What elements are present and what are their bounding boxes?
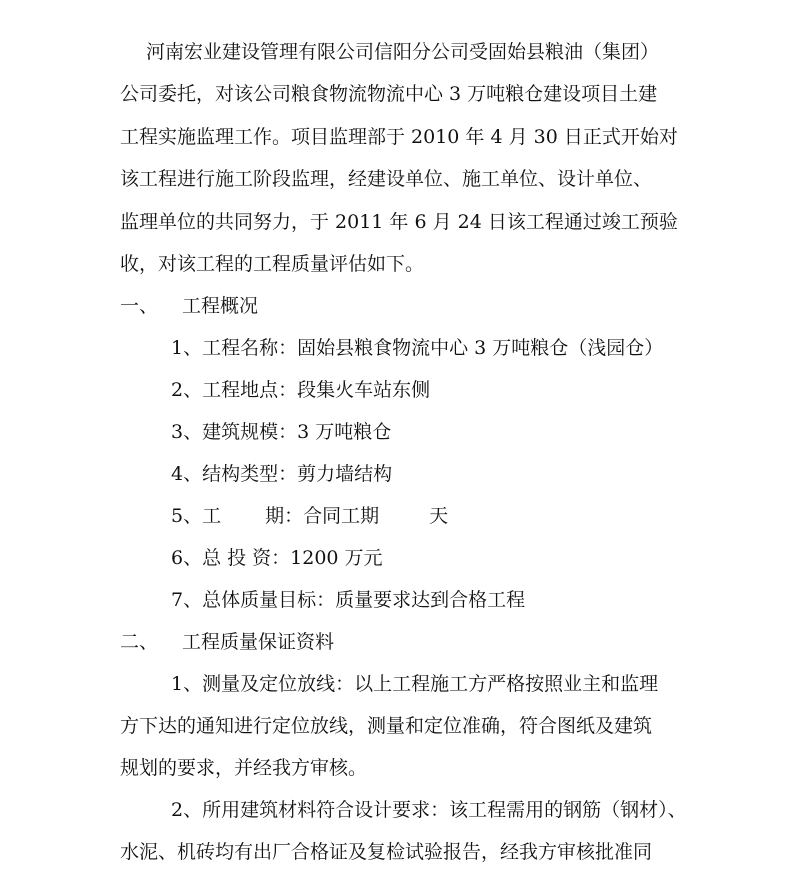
intro-line-6: 收，对该工程的工程质量评估如下。: [120, 253, 425, 275]
section-2-title: 工程质量保证资料: [182, 631, 335, 653]
section-1-title: 工程概况: [182, 295, 259, 317]
construction-period-item: [171, 504, 448, 528]
section-2-number: 二、: [120, 631, 159, 653]
survey-para-line-1: 1、测量及定位放线：以上工程施工方严格按照业主和监理: [171, 673, 659, 695]
section-1-number: 一、: [120, 295, 159, 317]
total-investment-item: 6、总 投 资：1200 万元: [171, 547, 383, 569]
period-mid: 期：合同工期: [265, 505, 380, 527]
survey-para-line-3: 规划的要求，并经我方审核。: [120, 757, 368, 779]
period-suffix: 天: [429, 505, 449, 527]
quality-target-item: 7、总体质量目标：质量要求达到合格工程: [171, 589, 526, 611]
intro-line-2: 公司委托，对该公司粮食物流物流中心 3 万吨粮仓建设项目土建: [120, 83, 658, 105]
intro-line-5: 监理单位的共同努力，于 2011 年 6 月 24 日该工程通过竣工预验: [120, 211, 678, 233]
materials-para-line-1: 2、所用建筑材料符合设计要求：该工程需用的钢筋（钢材）、: [171, 799, 687, 821]
intro-line-3: 工程实施监理工作。项目监理部于 2010 年 4 月 30 日正式开始对: [120, 126, 678, 148]
intro-line-1: 河南宏业建设管理有限公司信阳分公司受固始县粮油（集团）: [146, 41, 660, 63]
building-scale-item: 3、建筑规模：3 万吨粮仓: [171, 421, 392, 443]
intro-line-4: 该工程进行施工阶段监理，经建设单位、施工单位、设计单位、: [120, 168, 653, 190]
materials-para-line-2: 水泥、机砖均有出厂合格证及复检试验报告，经我方审核批准同: [120, 841, 653, 863]
structure-type-item: 4、结构类型：剪力墙结构: [171, 463, 393, 485]
survey-para-line-2: 方下达的通知进行定位放线，测量和定位准确，符合图纸及建筑: [120, 715, 653, 737]
period-prefix: 5、工: [171, 505, 222, 527]
project-location-item: 2、工程地点：段集火车站东侧: [171, 379, 431, 401]
project-name-item: 1、工程名称：固始县粮食物流中心 3 万吨粮仓（浅园仓）: [171, 337, 664, 359]
